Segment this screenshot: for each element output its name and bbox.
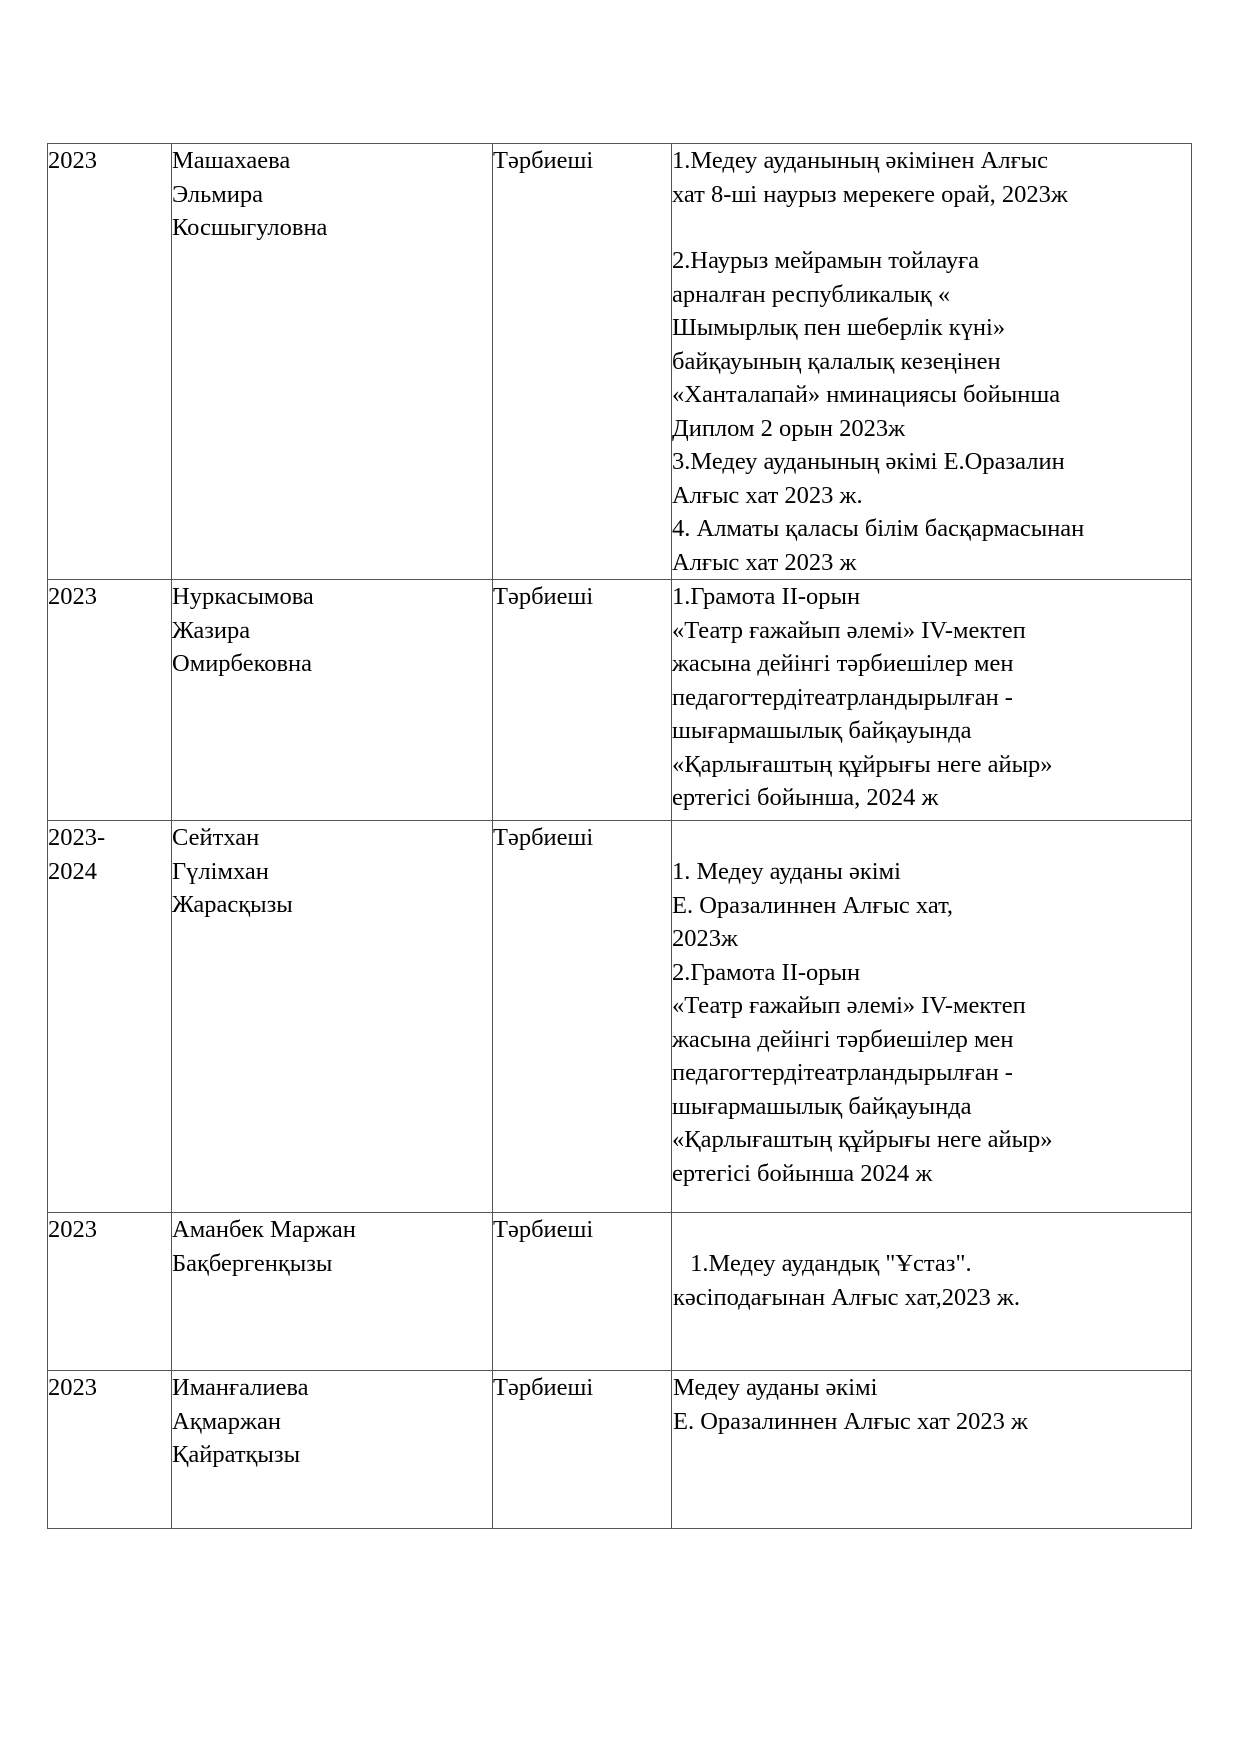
award-text: 1.Грамота ІІ-орын «Театр ғажайып әлемі» IV-мектеп жасына дейінгі тәрбиешілер мен педагогтердітеатрландырылған - шығармашылық байқауында «Қарлығаштың құйрығы неге айыр» ертегісі бойынша, 2024 ж xyxy=(672,583,1053,811)
position-cell: Тәрбиеші xyxy=(493,1371,672,1529)
name-cell: Машахаева Эльмира Косшыгуловна xyxy=(172,144,493,580)
name-cell: Сейтхан Гүлімхан Жарасқызы xyxy=(172,821,493,1213)
award-text: Медеу ауданы әкімі Е. Оразалиннен Алғыс хат 2023 ж xyxy=(673,1374,1028,1435)
awards-cell xyxy=(672,144,1192,580)
year-cell: 2023 xyxy=(48,580,172,821)
award-text: 1.Медеу аудандық "Ұстаз". xyxy=(684,1250,972,1277)
table-row xyxy=(48,821,1192,1213)
table-row xyxy=(48,144,1192,580)
award-text: 1.Медеу ауданының әкімінен Алғыс хат 8-ші наурыз мерекеге орай, 2023ж xyxy=(672,147,1068,208)
document-page xyxy=(47,143,1191,1529)
awards-cell xyxy=(672,1371,1192,1529)
table-row xyxy=(48,1371,1192,1529)
table-row xyxy=(48,580,1192,821)
award-text: 2.Наурыз мейрамын тойлауға арналған республикалық « Шымырлық пен шеберлік күні» байқауының қалалық кезеңінен «Ханталапай» нминациясы бойынша Диплом 2 орын 2023ж 3.Медеу ауданының әкімі Е.Оразалин Алғыс хат 2023 ж. 4. Алматы қаласы білім басқармасынан Алғыс хат 2023 ж xyxy=(672,247,1085,576)
awards-cell xyxy=(672,1213,1192,1371)
year-cell: 2023 xyxy=(48,144,172,580)
position-cell: Тәрбиеші xyxy=(493,821,672,1213)
table-row xyxy=(48,1213,1192,1371)
blank-line xyxy=(672,211,1191,244)
position-cell: Тәрбиеші xyxy=(493,580,672,821)
awards-table xyxy=(47,143,1192,1529)
name-cell: Аманбек Маржан Бақбергенқызы xyxy=(172,1213,493,1371)
awards-cell xyxy=(672,580,1192,821)
name-cell: Нуркасымова Жазира Омирбековна xyxy=(172,580,493,821)
name-cell: Иманғалиева Ақмаржан Қайратқызы xyxy=(172,1371,493,1529)
award-text: кәсіподағынан Алғыс хат,2023 ж. xyxy=(673,1283,1020,1311)
position-cell: Тәрбиеші xyxy=(493,1213,672,1371)
award-text: 1. Медеу ауданы әкімі Е. Оразалиннен Алғыс хат, 2023ж 2.Грамота ІІ-орын «Театр ғажайып әлемі» IV-мектеп жасына дейінгі тәрбиешілер мен педагогтердітеатрландырылған - шығармашылық байқауында «Қарлығаштың құйрығы неге айыр» ертегісі бойынша 2024 ж xyxy=(672,858,1053,1187)
awards-cell xyxy=(672,821,1192,1213)
year-cell: 2023 xyxy=(48,1213,172,1371)
position-cell: Тәрбиеші xyxy=(493,144,672,580)
year-cell: 2023 xyxy=(48,1371,172,1529)
year-cell: 2023- 2024 xyxy=(48,821,172,1213)
